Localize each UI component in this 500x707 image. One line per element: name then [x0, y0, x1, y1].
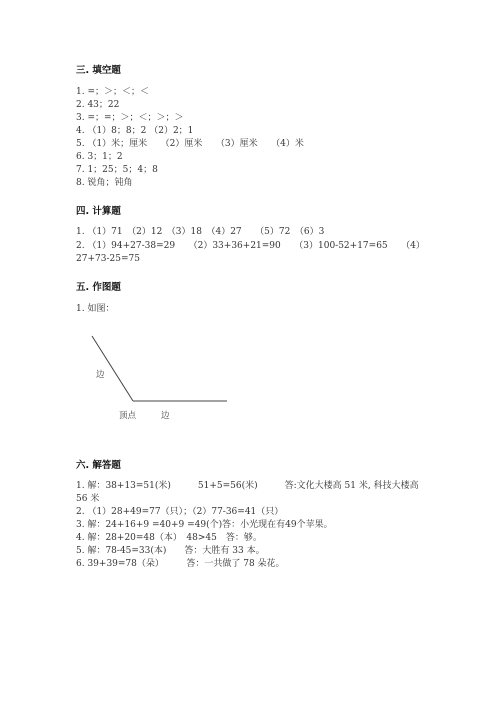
answer-line: 7. 1；25；5；4；8: [76, 165, 158, 175]
answer-line: 6. 39+39=78（朵） 答：一共做了 78 朵花。: [76, 559, 285, 569]
answer-line: 6. 3；1；2: [76, 152, 123, 162]
answer-line: 8. 锐角；钝角: [76, 178, 133, 188]
answer-line: 5. （1）米；厘米 （2）厘米 （3）厘米 （4）米: [76, 139, 304, 149]
drawing-intro: 1. 如图：: [76, 304, 115, 314]
answer-line: 2. 43；22: [76, 100, 120, 110]
answer-line: 56 米: [76, 494, 100, 504]
answer-line: 1. =；＞；＜；＜: [76, 87, 149, 97]
answer-line: 3. 解：24+16+9 =40+9 =49(个)答：小光现在有49个苹果。: [76, 520, 333, 530]
section-heading-fill-blanks: 三. 填空题: [76, 65, 121, 76]
label-bottom-side: 边: [161, 411, 170, 420]
angle-side-slanted: [92, 336, 133, 401]
label-vertex: 顶点: [119, 411, 137, 420]
section-heading-drawing: 五. 作图题: [76, 282, 121, 293]
answer-line: 5. 解：78-45=33(本) 答：大胜有 33 本。: [76, 546, 265, 556]
answer-line: 4. （1）8；8；2 （2）2；1: [76, 126, 194, 136]
answer-line: 1. 解：38+13=51(米) 51+5=56(米) 答:文化大楼高 51 米, 科技大楼高: [76, 481, 419, 491]
section-heading-word-problems: 六. 解答题: [76, 460, 121, 471]
angle-diagram: [86, 330, 236, 420]
answer-line: 4. 解：28+20=48（本） 48>45 答：够。: [76, 533, 262, 543]
section-heading-calculation: 四. 计算题: [76, 206, 121, 217]
label-left-side: 边: [96, 370, 105, 380]
answer-line: 2. （1）94+27-38=29 （2）33+36+21=90 （3）100-52+17=65 （4）: [76, 241, 425, 251]
answer-line: 3. =；=；＞；＜；＞；＞: [76, 113, 184, 123]
answer-line: 1. （1）71 （2）12 （3）18 （4）27 （5）72 （6）3: [76, 227, 325, 237]
answer-line: 2. （1）28+49=77（只）；（2）77-36=41（只）: [76, 507, 284, 517]
answer-line: 27+73-25=75: [76, 254, 140, 264]
